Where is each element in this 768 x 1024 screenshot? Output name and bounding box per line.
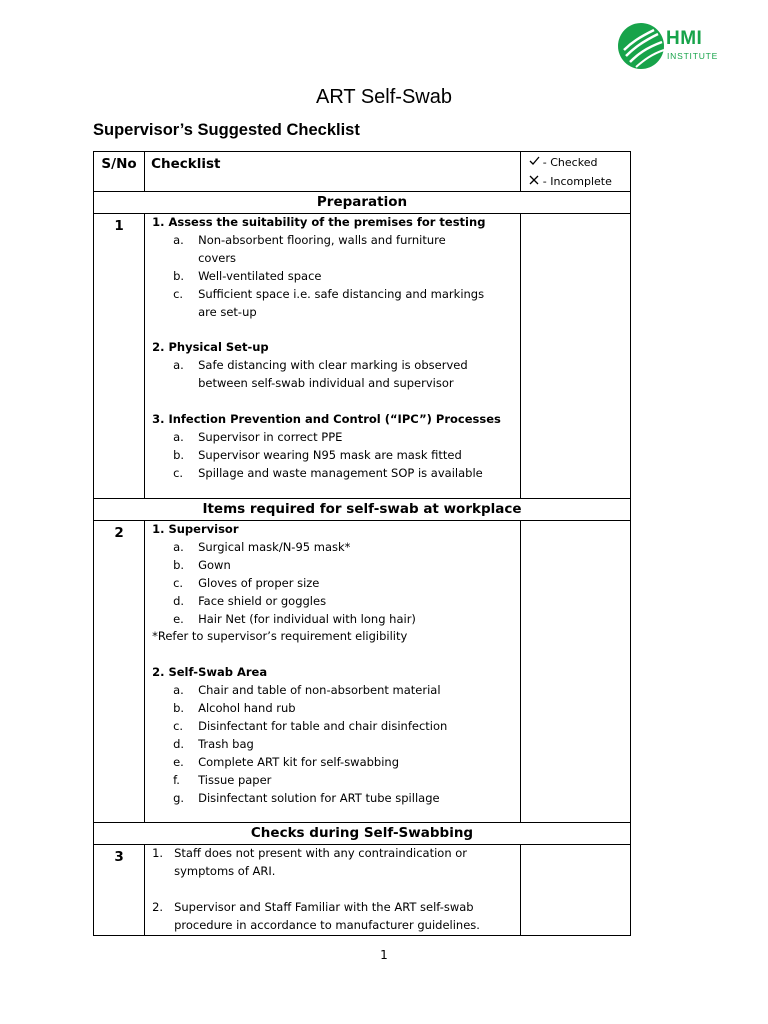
section-row-1: [94, 214, 631, 499]
header-checklist: Checklist: [145, 152, 521, 192]
legend-checked: [529, 153, 630, 172]
list-item: b. Supervisor wearing N95 mask are mask fitted: [173, 447, 462, 462]
table-header-row: [94, 152, 631, 192]
list-item: a. Chair and table of non-absorbent material: [173, 683, 441, 698]
logo-text-hmi: HMI: [666, 28, 703, 49]
legend-checked-label: - Checked: [542, 156, 598, 169]
list-item: 2. Supervisor and Staff Familiar with the ART self-swab procedure in accordance to manufacturer guidelines.: [152, 899, 480, 932]
section-title-preparation: Preparation: [94, 192, 631, 214]
list-item: f. Tissue paper: [173, 772, 272, 787]
legend-cell: [520, 152, 630, 192]
section-row-3: [94, 845, 631, 936]
section-header-row: [94, 823, 631, 845]
legend-incomplete: [529, 172, 630, 191]
list-item: e. Complete ART kit for self-swabbing: [173, 754, 400, 769]
list-item: g. Disinfectant solution for ART tube spillage: [173, 790, 440, 805]
status-cell[interactable]: [520, 845, 630, 936]
logo-text-institute: INSTITUTE: [667, 51, 719, 61]
row-number: 1: [94, 214, 145, 499]
header-sno: S/No: [94, 152, 145, 192]
list-item: c. Disinfectant for table and chair disinfection: [173, 718, 448, 733]
group-heading: 1. Supervisor: [152, 522, 239, 536]
list-item: c. Sufficient space i.e. safe distancing and markings are set-up: [173, 286, 485, 319]
document-title: ART Self-Swab: [316, 86, 452, 108]
check-mark-icon: [529, 153, 543, 172]
section-row-2: [94, 521, 631, 823]
list-item: d. Trash bag: [173, 736, 254, 751]
row-number: 3: [94, 845, 145, 936]
list-item: 1. Staff does not present with any contraindication or symptoms of ARI.: [152, 846, 468, 878]
list-item: a. Surgical mask/N-95 mask*: [173, 539, 351, 554]
footnote: *Refer to supervisor’s requirement eligibility: [152, 629, 408, 644]
section-2-content: [145, 521, 521, 823]
section-header-row: [94, 499, 631, 521]
section-title-checks: Checks during Self-Swabbing: [94, 823, 631, 845]
list-item: b. Gown: [173, 557, 231, 572]
list-item: c. Gloves of proper size: [173, 575, 320, 590]
list-item: a. Non-absorbent flooring, walls and furniture covers: [173, 232, 446, 265]
list-item: b. Well-ventilated space: [173, 268, 322, 283]
list-item: c. Spillage and waste management SOP is available: [173, 465, 483, 480]
row-number: 2: [94, 521, 145, 823]
group-heading: 2. Self-Swab Area: [152, 665, 268, 680]
checklist-table: [93, 151, 631, 936]
group-heading: 1. Assess the suitability of the premises for testing: [152, 215, 486, 229]
section-3-content: [145, 845, 521, 936]
list-item: d. Face shield or goggles: [173, 593, 327, 608]
status-cell[interactable]: [520, 521, 630, 823]
legend-incomplete-label: - Incomplete: [542, 175, 612, 188]
section-1-content: [145, 214, 521, 499]
list-item: a. Safe distancing with clear marking is observed between self-swab individual and supervisor: [173, 358, 468, 391]
group-heading: 2. Physical Set-up: [152, 340, 269, 355]
group-heading: 3. Infection Prevention and Control (“IPC”) Processes: [152, 411, 501, 426]
status-cell[interactable]: [520, 214, 630, 499]
list-item: a. Supervisor in correct PPE: [173, 429, 343, 444]
section-header-row: [94, 192, 631, 214]
section-title-items-required: Items required for self-swab at workplace: [94, 499, 631, 521]
x-mark-icon: [529, 172, 543, 191]
page-number: 1: [380, 948, 388, 962]
document-subtitle: Supervisor’s Suggested Checklist: [93, 121, 360, 139]
list-item: b. Alcohol hand rub: [173, 701, 296, 716]
hmi-logo-mark-icon: [616, 20, 666, 72]
list-item: e. Hair Net (for individual with long hair): [173, 611, 416, 626]
